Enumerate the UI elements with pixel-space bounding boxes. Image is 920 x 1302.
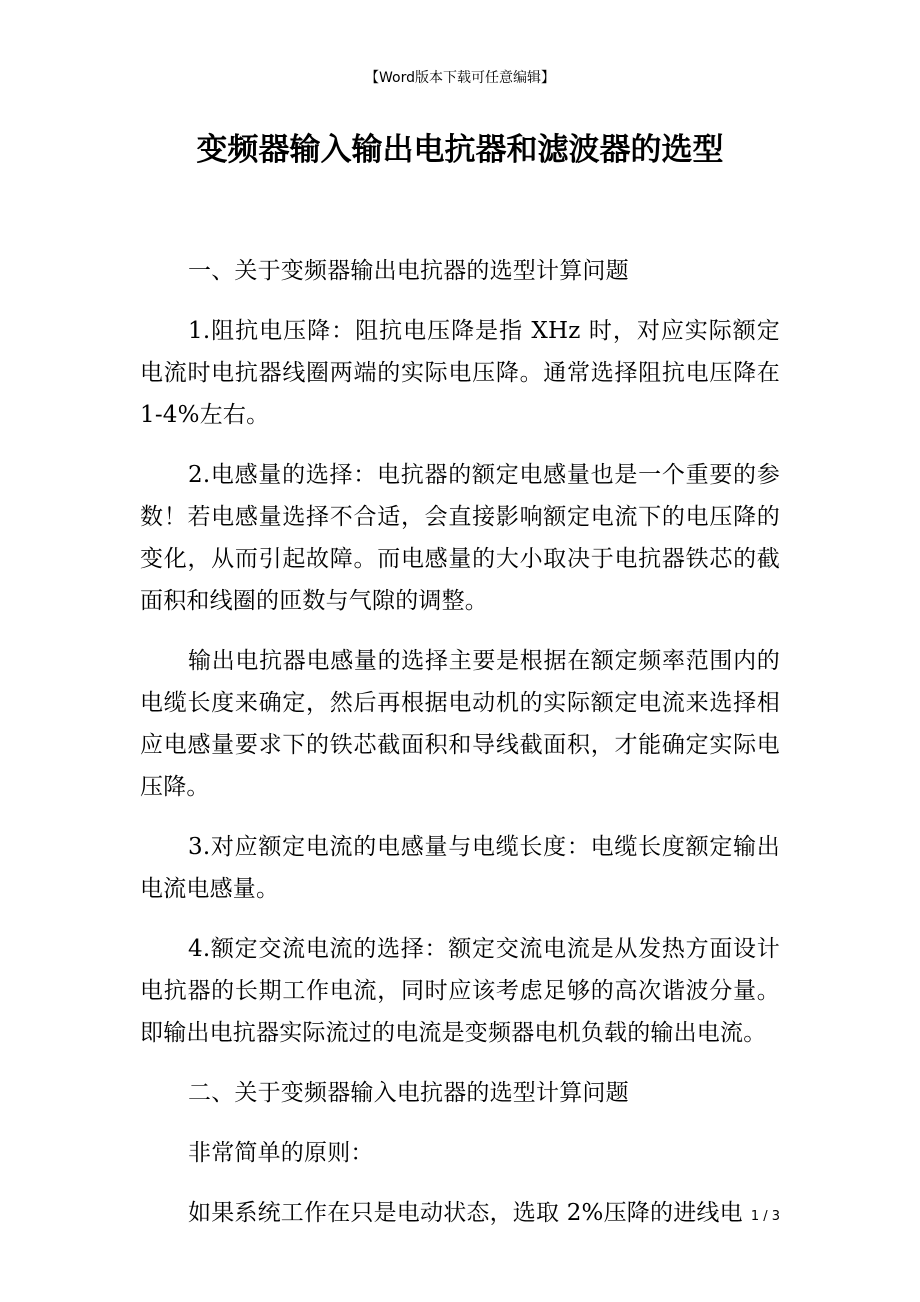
- document-title: 变频器输入输出电抗器和滤波器的选型: [196, 132, 724, 168]
- paragraph-output-reactor-inductance: 输出电抗器电感量的选择主要是根据在额定频率范围内的电缆长度来确定，然后再根据电动机的实际额定电流来选择相应电感量要求下的铁芯截面积和导线截面积，才能确定实际电压降。: [140, 648, 780, 800]
- paragraph-rated-ac-current: 4.额定交流电流的选择：额定交流电流是从发热方面设计电抗器的长期工作电流，同时应该考虑足够的高次谐波分量。即输出电抗器实际流过的电流是变频器电机负载的输出电流。: [140, 936, 780, 1046]
- document-body: [140, 250, 780, 1252]
- paragraph-motoring-state: 如果系统工作在只是电动状态，选取 2%压降的进线电: [188, 1200, 743, 1226]
- section-heading-input-reactor: 二、关于变频器输入电抗器的选型计算问题: [188, 1080, 629, 1106]
- paragraph-impedance-voltage-drop: 1.阻抗电压降：阻抗电压降是指 XHz 时，对应实际额定电流时电抗器线圈两端的实际电压降。通常选择阻抗电压降在 1-4%左右。: [140, 318, 780, 428]
- page-number: 1 / 3: [750, 1209, 780, 1224]
- paragraph-rated-current-cable-length: 3.对应额定电流的电感量与电缆长度：电缆长度额定输出电流电感量。: [140, 834, 780, 902]
- section-heading-output-reactor: 一、关于变频器输出电抗器的选型计算问题: [188, 258, 629, 284]
- paragraph-simple-principle: 非常简单的原则：: [188, 1140, 374, 1166]
- header-note: 【Word版本下载可任意编辑】: [365, 70, 555, 86]
- paragraph-inductance-selection: 2.电感量的选择：电抗器的额定电感量也是一个重要的参数！若电感量选择不合适，会直接影响额定电流下的电压降的变化，从而引起故障。而电感量的大小取决于电抗器铁芯的截面积和线圈的匝数与气隙的调整。: [140, 462, 780, 614]
